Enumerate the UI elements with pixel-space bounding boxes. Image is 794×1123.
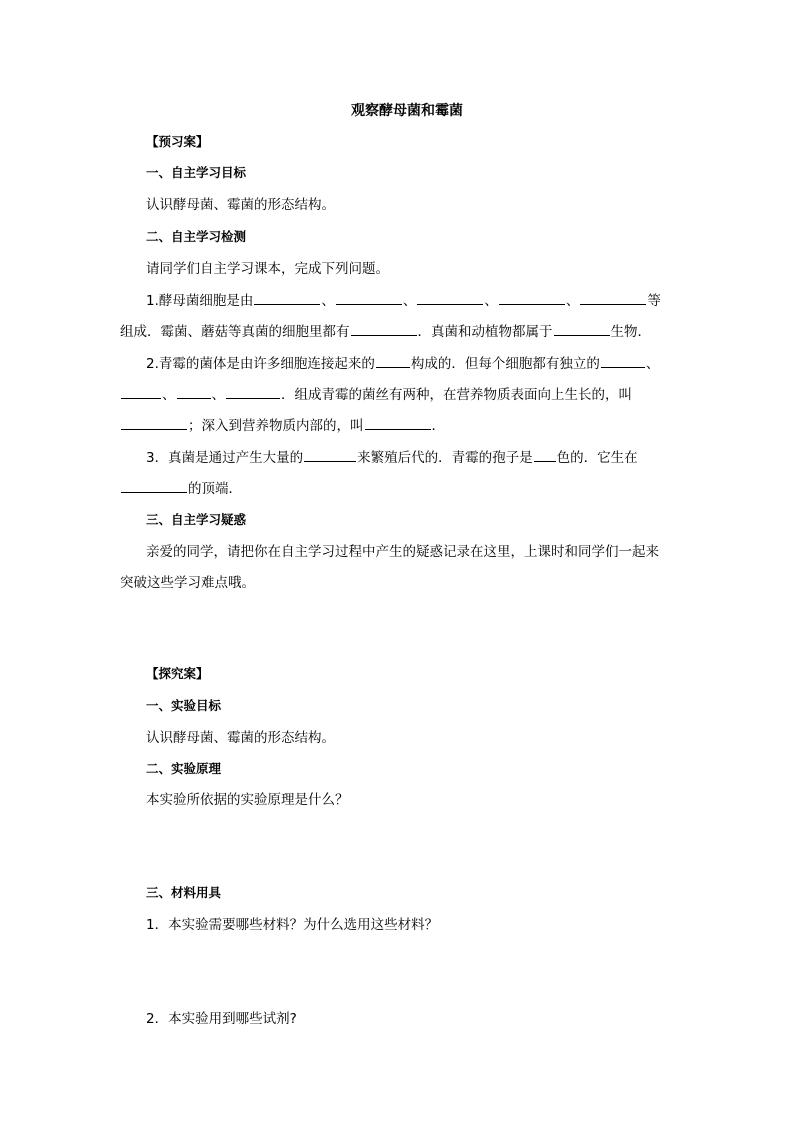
separator: 、	[211, 387, 225, 403]
explore-section3-heading: 三、材料用具	[146, 885, 222, 900]
q2-line1-text-a: 2.青霉的菌体是由许多细胞连接起来的	[146, 356, 375, 372]
separator: 、	[162, 387, 176, 403]
explore-section3-q2: 2．本实验用到哪些试剂?	[146, 1011, 297, 1027]
q1-line2-text-a: 组成．霉菌、蘑菇等真菌的细胞里都有	[120, 324, 350, 340]
preview-section2-heading: 二、自主学习检测	[146, 229, 247, 244]
fill-blank[interactable]	[121, 416, 187, 430]
q2-line3-end: ．	[431, 418, 445, 434]
explore-section3-q1: 1．本实验需要哪些材料？为什么选用这些材料？	[146, 917, 439, 933]
q1-line2-text-c: 生物．	[610, 324, 651, 340]
preview-section3-line2: 突破这些学习难点哦。	[120, 575, 255, 591]
separator: 、	[645, 356, 660, 372]
q1-line2-text-b: ．真菌和动植物都属于	[417, 324, 553, 340]
q1-line1	[146, 291, 661, 310]
q2-line3-text: ；深入到营养物质内部的，叫	[188, 418, 364, 434]
q3-line2	[120, 479, 242, 498]
fill-blank[interactable]	[336, 291, 402, 305]
fill-blank[interactable]	[365, 416, 431, 430]
q2-line3	[120, 416, 445, 435]
q3-line2-end: 的顶端．	[188, 481, 242, 497]
fill-blank[interactable]	[601, 354, 645, 368]
preview-section1-heading: 一、自主学习目标	[146, 165, 247, 180]
q3-line1-text-c: 色的．它生在	[556, 450, 638, 466]
fill-blank[interactable]	[580, 291, 646, 305]
preview-section3-heading: 三、自主学习疑惑	[146, 512, 247, 527]
separator: 、	[321, 293, 335, 309]
q2-line2	[120, 385, 632, 404]
fill-blank[interactable]	[376, 354, 410, 368]
separator: 、	[565, 293, 580, 309]
fill-blank[interactable]	[499, 291, 565, 305]
fill-blank[interactable]	[304, 448, 356, 462]
q1-line1-end: 等	[647, 293, 661, 309]
q1-line2	[120, 322, 651, 341]
fill-blank[interactable]	[351, 322, 417, 336]
explore-header: 【探究案】	[146, 666, 209, 681]
preview-header: 【预习案】	[146, 134, 209, 149]
explore-section1-heading: 一、实验目标	[146, 698, 222, 713]
explore-section2-text: 本实验所依据的实验原理是什么？	[146, 792, 349, 808]
q3-line1	[146, 448, 638, 467]
preview-section1-text: 认识酵母菌、霉菌的形态结构。	[146, 197, 335, 213]
preview-section2-intro: 请同学们自主学习课本，完成下列问题。	[146, 261, 389, 277]
fill-blank[interactable]	[417, 291, 483, 305]
q2-line1-text-b: 构成的．但每个细胞都有独立的	[410, 356, 600, 372]
fill-blank[interactable]	[121, 479, 187, 493]
page-title: 观察酵母菌和霉菌	[351, 103, 463, 119]
fill-blank[interactable]	[534, 448, 556, 462]
q1-line1-text: 1.酵母菌细胞是由	[146, 293, 254, 309]
fill-blank[interactable]	[226, 385, 280, 399]
q2-line1	[146, 354, 659, 373]
separator: 、	[484, 293, 498, 309]
fill-blank[interactable]	[177, 385, 211, 399]
fill-blank[interactable]	[121, 385, 161, 399]
q2-line2-end: ．组成青霉的菌丝有两种，在营养物质表面向上生长的，叫	[281, 387, 632, 403]
explore-section2-heading: 二、实验原理	[146, 761, 222, 776]
preview-section3-line1: 亲爱的同学，请把你在自主学习过程中产生的疑惑记录在这里，上课时和同学们一起来	[146, 544, 659, 560]
fill-blank[interactable]	[554, 322, 610, 336]
q3-line1-text-a: 3．真菌是通过产生大量的	[146, 450, 304, 466]
q3-line1-text-b: 来繁殖后代的．青霉的孢子是	[357, 450, 533, 466]
separator: 、	[402, 293, 417, 309]
fill-blank[interactable]	[254, 291, 320, 305]
explore-section1-text: 认识酵母菌、霉菌的形态结构。	[146, 730, 335, 746]
